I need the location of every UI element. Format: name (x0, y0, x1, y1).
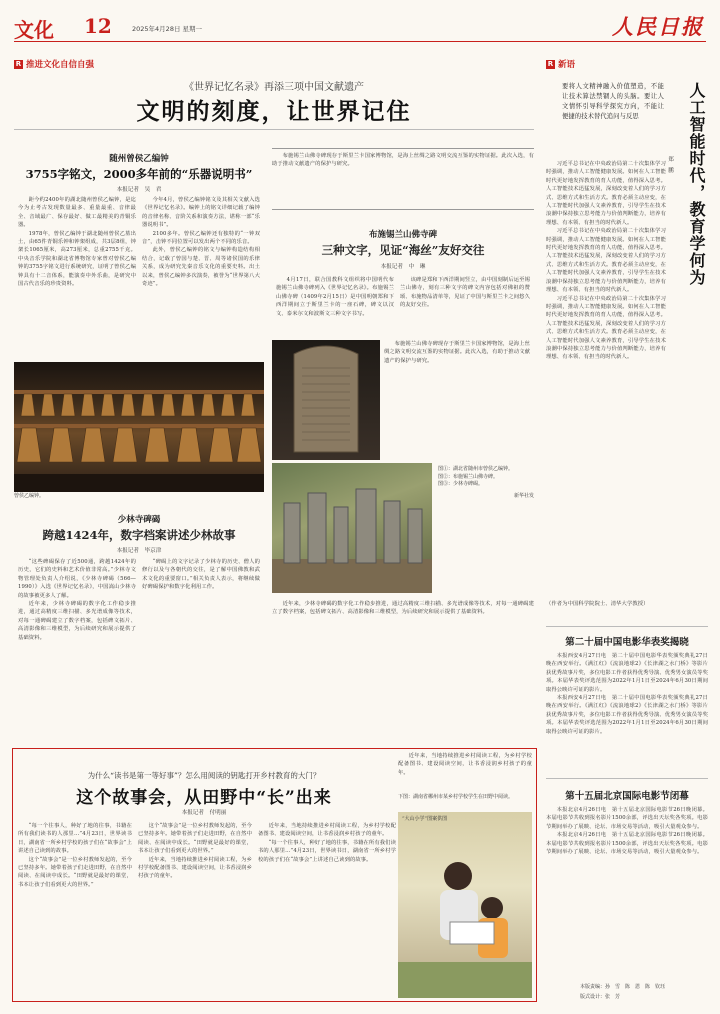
paragraph: 近年来，当地持续推进乡村阅读工程，为乡村学校配备图书、建设阅读空间，让书香浸润乡村孩子的童年。 (138, 856, 252, 880)
feature-byline: 本报记者 付明丽 (181, 810, 227, 816)
film-festival-body (546, 806, 708, 972)
shaolin-photo (272, 463, 432, 593)
film-festival-title: 第十五届北京国际电影节闭幕 (565, 791, 689, 802)
issue-date: 2025年4月28日 星期一 (132, 25, 203, 33)
film-news-body (546, 652, 708, 772)
bronze-bells-illustration (14, 362, 264, 492)
paragraph: 习近平总书记在中央政治局第二十次集体学习时强调，推动人工智能健康发展。如何在人工智能时代更好地发挥教育的育人功能，值得深入思考。人工智能技术迅猛发展，深刻改变着人们的学习方式、思维方式和生活方式。教育必须主动应变，在人工智能时代加强人文素养教育，引导学生在技术浪潮中保持独立思考能力与价值判断能力，培养有理想、有本领、有担当的时代新人。 (546, 161, 666, 226)
sub1-headline: 3755字铭文，2000多年前的“乐器说明书” (25, 167, 253, 181)
page-header (14, 8, 706, 42)
sub3-kicker: 布施锡兰山佛寺碑 (368, 230, 437, 240)
photo-captions (438, 466, 534, 596)
paragraph: 1978年，曾侯乙编钟于湖北随州曾侯乙墓出土，由65件青铜乐钟和钟架组成，共3层8组，钟架长1065厘米，高273厘米，总重2755千克。中央音乐学院和湖北省博物馆专家曾对曾侯乙编钟的3755字铭文进行系统研究，证明了曾侯乙编钟具有十二音体系，能演奏中外乐曲，是研究中国古代音乐的珍贵资料。 (18, 230, 136, 288)
paragraph: 近年来，当地持续推进乡村阅读工程，为乡村学校配备图书、建设阅读空间，让书香浸润乡村孩子的童年。 (258, 823, 396, 838)
bells-photo (14, 362, 264, 492)
feature-photo (398, 812, 532, 998)
film-news-title: 第二十届中国电影华表奖揭晓 (565, 637, 689, 648)
paragraph: 布施锡兰山佛寺碑现存于斯里兰卡国家博物馆，是海上丝绸之路文明交流互鉴的实物证据。此次入选，有助于推动文献遗产的保护与研究。 (384, 341, 530, 364)
sub3-body-col1 (276, 276, 394, 336)
paragraph: 距今约2400年的湖北随州曾侯乙编钟，是迄今为止考古发现数量最多、重量最重、音律最全、音域最广、保存最好、做工最精美的青铜乐器。 (18, 197, 136, 229)
children-reading-illustration (398, 812, 532, 998)
feature-headline: 这个故事会，从田野中“长”出来 (76, 788, 332, 808)
divider (546, 626, 708, 627)
page-editors: 本版责编：孙 雪 陈 恩 陈 钦珏 (580, 984, 666, 990)
paragraph: 4月17日，联合国教科文组织将中国明代布施锡兰山佛寺碑列入《世界记忆名录》。布施锡兰山佛寺碑（1409年2月15日）是中国明朝郑和下西洋期间立于斯里兰卡的一座石碑，碑文以汉文、泰米尔文和波斯文三种文字书写。 (276, 277, 394, 317)
editorial-byline: 郑 鹏 (667, 156, 673, 173)
paragraph: 习近平总书记在中央政治局第二十次集体学习时强调，推动人工智能健康发展。如何在人工智能时代更好地发挥教育的育人功能，值得深入思考。人工智能技术迅猛发展，深刻改变着人们的学习方式、思维方式和生活方式。教育必须主动应变，在人工智能时代加强人文素养教育，引导学生在技术浪潮中保持独立思考能力与价值判断能力，培养有理想、有本领、有担当的时代新人。 (546, 228, 666, 294)
editorial-intro: 要将人文精神融入价值塑造，不能让技术算法禁锢人的头脑。要让人文情怀引导科学探究方向，不能让便捷的技术替代追问与反思 (562, 83, 664, 120)
main-kicker: 《世界记忆名录》再添三项中国文献遗产 (184, 82, 364, 93)
sub1-body-col2 (142, 196, 260, 359)
paragraph: 习近平总书记在中央政治局第二十次集体学习时强调，推动人工智能健康发展。如何在人工智能时代更好地发挥教育的育人功能，值得深入思考。人工智能技术迅猛发展，深刻改变着人们的学习方式、思维方式和生活方式。教育必须主动应变，在人工智能时代加强人文素养教育，引导学生在技术浪潮中保持独立思考能力与价值判断能力，培养有理想、有本领、有担当的时代新人。 (546, 295, 666, 361)
editorial-title (678, 82, 708, 322)
column-label-left: R 推进文化自信自强 (15, 60, 95, 70)
paragraph: 布施锡兰山佛寺碑现存于斯里兰卡国家博物馆，是海上丝绸之路文明交流互鉴的实物证据。此次入选，有助于推动文献遗产的保护与研究。 (272, 153, 534, 168)
stele-illustration (272, 340, 380, 460)
editorial-title-text: 人工智能时代，教育学何为 (687, 82, 706, 286)
sub3-body-col3 (384, 340, 530, 460)
photo-credit: 新华社发 (513, 492, 534, 499)
sub3-headline: 三种文字，见证“海丝”友好交往 (321, 243, 485, 257)
newspaper-logo: 人民日报 (612, 14, 704, 39)
paragraph: “碑碣上的文字记录了少林寺的历史、僧人的修行以及与各朝代的交往，是了解中国佛教和武术文化的重要窗口。”相关负责人表示，将继续做好碑碣保护和数字化利用工作。 (142, 559, 260, 591)
paragraph: 本报北京4月26日电 第十五届北京国际电影节26日晚闭幕。本届电影节共收到报名影片1500余部，评选出天坛奖各奖项。电影节期间举办了展映、论坛、市场交易等活动，吸引大量观众参与。 (546, 832, 708, 856)
caption: 图②：布施锡兰山佛寺碑。 (438, 473, 499, 480)
editorial-body (546, 160, 666, 500)
sub3-body-col2 (400, 276, 530, 336)
paragraph: 该碑是郑和下西洋期间竖立，由中国刻制后运至锡兰山佛寺，刻有三种文字的碑文内容包括对佛祖的赞颂、布施物品清单等，见证了中国与斯里兰卡之间悠久的友好交往。 (400, 277, 530, 309)
divider (14, 129, 534, 130)
feature-kicker: 为什么“读书是第一等好事”？怎么用阅读的钥匙打开乡村教育的大门？ (87, 771, 321, 780)
editorial-note: （作者为中国科学院院士、清华大学教授） (546, 601, 649, 607)
section-name: 文化 (14, 18, 54, 42)
paragraph: 本报西安4月27日电 第二十届中国电影华表奖颁奖典礼27日晚在西安举行。《满江红》《流浪地球2》《长津湖之水门桥》等影片获优秀故事片奖，多位电影工作者获得优秀导演、优秀男女演员等奖项。本届华表奖评选范围为2022年1月1日至2024年6月30日期间取得公映许可证的影片。 (546, 653, 708, 693)
intro-box (272, 148, 534, 210)
feature-side-text (398, 752, 532, 792)
paragraph: “每一个往事人，种好了地的往事，书籍在所有我们读书的人那里…”4月23日，世界读书日，湖南省一所乡村学校的孩子们在“故事会”上讲述自己读到的故事。 (258, 839, 396, 863)
paragraph: 2100多年。曾侯乙编钟还有独特的“一钟双音”，击钟不同位置可以发出两个不同的乐音。 (142, 230, 260, 246)
r-mark-icon: R (547, 60, 554, 68)
caption: 图③：少林寺碑碣。 (438, 481, 484, 487)
main-headline: 文明的刻度，让世界记住 (136, 98, 412, 125)
paragraph: “每一个往事人，种好了地的往事，书籍在所有我们读书的人那里…”4月23日，世界读书日，湖南省一所乡村学校的孩子们在“故事会”上讲述自己读到的故事。 (18, 823, 132, 855)
paragraph: 本报西安4月27日电 第二十届中国电影华表奖颁奖典礼27日晚在西安举行。《满江红》《流浪地球2》《长津湖之水门桥》等影片获优秀故事片奖，多位电影工作者获得优秀导演、优秀男女演员等奖项。本届华表奖评选范围为2022年1月1日至2024年6月30日期间取得公映许可证的影片。 (546, 695, 708, 735)
sub2-byline: 本报记者 毕京津 (116, 548, 162, 554)
paragraph: 这个“故事会”是一位乡村教师发起的，至今已坚持多年。她带着孩子们走进田野，在自然中阅读、在阅读中成长。“田野就是最好的课堂，书本让孩子们看到更大的世界。” (138, 823, 252, 855)
page-layout-credit: 版式设计：张 芳 (580, 994, 621, 1000)
feature-body-col3 (258, 822, 396, 998)
bells-caption: 曾侯乙编钟。 (14, 493, 45, 499)
paragraph: 近年来，当地持续推进乡村阅读工程，为乡村学校配备图书、建设阅读空间，让书香浸润乡村孩子的童年。 (398, 753, 532, 776)
caption: 图①：湖北省随州市曾侯乙编钟。 (438, 466, 514, 472)
sub1-kicker: 随州曾侯乙编钟 (109, 154, 169, 164)
sub1-byline: 本报记者 吴 君 (116, 187, 162, 193)
sub1-body-col1 (18, 196, 136, 359)
paragraph: 本报北京4月26日电 第十五届北京国际电影节26日晚闭幕。本届电影节共收到报名影片1500余部，评选出天坛奖各奖项。电影节期间举办了展映、论坛、市场交易等活动，吸引大量观众参与。 (546, 807, 708, 830)
column-label-right: R 新语 (547, 60, 576, 70)
paragraph: 近年来，少林寺碑碣的数字化工作稳步推进，通过高精度三维扫描、多光谱成像等技术，对每一通碑碣建立了数字档案，包括碑文拓片、高清影像和三维模型，为后续研究和展示提供了基础资料。 (18, 601, 136, 641)
photo-caption: “大山小学”图案供图 (402, 816, 448, 822)
paragraph: 这个“故事会”是一位乡村教师发起的，至今已坚持多年。她带着孩子们走进田野，在自然中阅读、在阅读中成长。“田野就是最好的课堂，书本让孩子们看到更大的世界。” (18, 856, 132, 888)
sub2-kicker: 少林寺碑碣 (117, 515, 161, 525)
sub2-body-col1 (18, 558, 136, 740)
stele-photo (272, 340, 380, 460)
paragraph: 近年来，少林寺碑碣的数字化工作稳步推进，通过高精度三维扫描、多光谱成像等技术，对每一通碑碣建立了数字档案，包括碑文拓片、高清影像和三维模型，为后续研究和展示提供了基础资料。 (272, 601, 534, 616)
page-number: 12 (84, 14, 112, 38)
paragraph: “这些碑碣保存了近500通，跨越1424年的历史，它们的史料和艺术价值非常高。”少林寺文物管理处负责人介绍说，《少林寺碑碣（566—1990）》入选《世界记忆名录》，中国嵩山少林寺的故事被更多人了解。 (18, 559, 136, 599)
paragraph: 今年4月，曾侯乙编钟铭文及其相关文献入选《世界记忆名录》。编钟上的铭文详细记载了编钟的音律名称、音阶关系和演奏方法，堪称一部“乐器说明书”。 (142, 197, 260, 229)
feature-body-col2 (138, 822, 252, 998)
r-mark-icon: R (15, 60, 22, 68)
sub2-headline: 跨越1424年，数字档案讲述少林故事 (42, 528, 236, 542)
divider (546, 778, 708, 779)
feature-body-col1 (18, 822, 132, 998)
paragraph: 此外，曾侯乙编钟的铭文与编钟构造结构相结合，记载了曾国与楚、晋、周等诸侯国的乐律关系，成为研究先秦音乐文化的重要史料。出土以来，曾侯乙编钟多次演奏，被誉为“世界第八大奇迹”。 (142, 247, 260, 288)
sub2-body-col2 (142, 558, 260, 740)
sub3-byline: 本报记者 中 琳 (380, 264, 426, 270)
sub2-body-col3 (272, 600, 534, 740)
feature-photo-credit: 下图：湖南省郴州市某乡村学校学生在田野中阅读。 (398, 794, 514, 800)
shaolin-steles-illustration (272, 463, 432, 593)
